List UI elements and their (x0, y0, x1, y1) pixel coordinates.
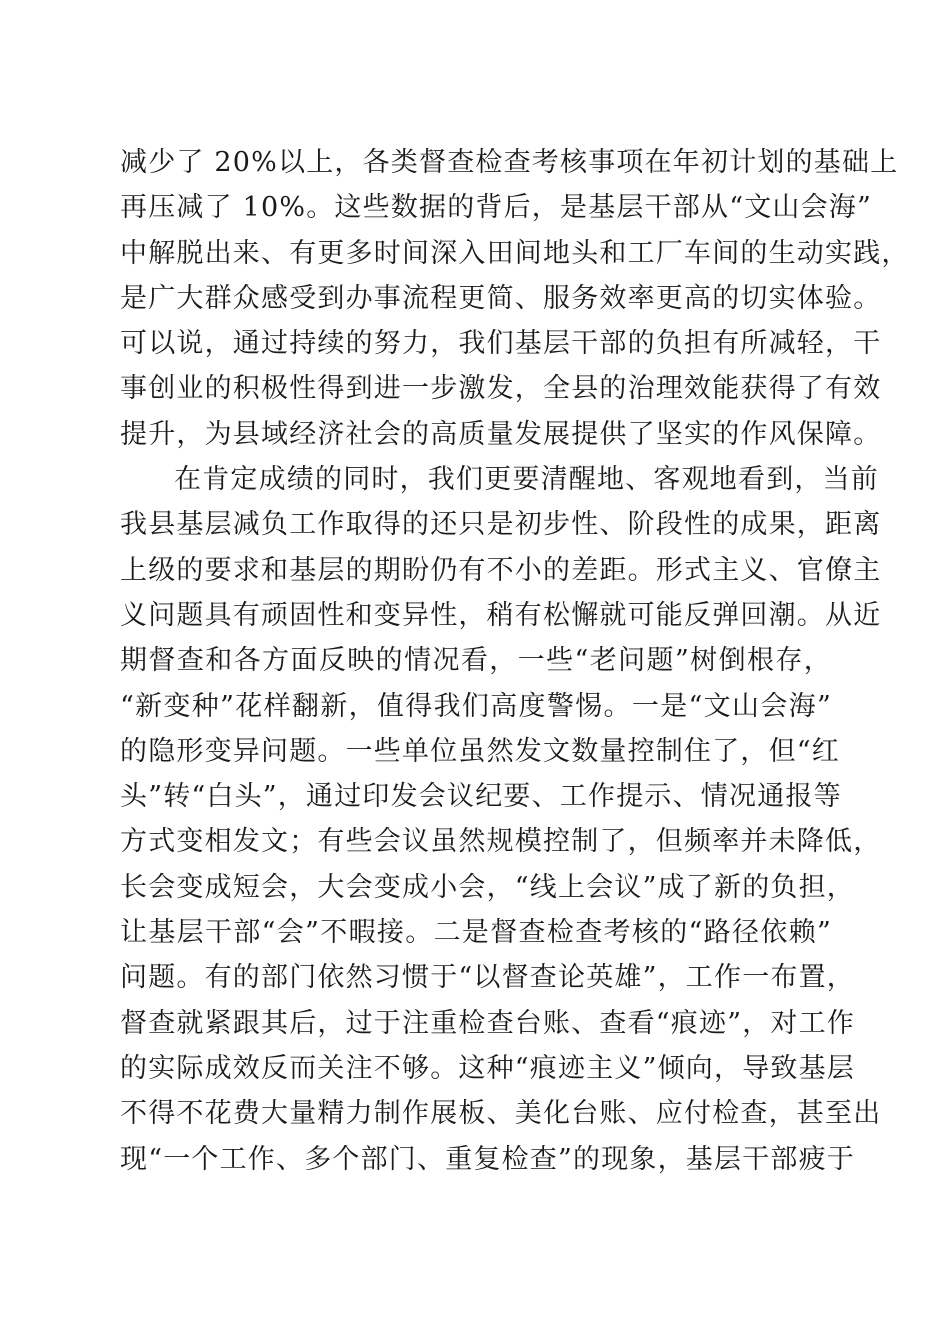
text-line: 我县基层减负工作取得的还只是初步性、阶段性的成果，距离 (120, 509, 882, 541)
text-line: 方式变相发文；有些会议虽然规模控制了，但频率并未降低， (120, 826, 882, 858)
text-line: 让基层干部“会”不暇接。二是督查检查考核的“路径依赖” (120, 917, 832, 949)
text-line: 上级的要求和基层的期盼仍有不小的差距。形式主义、官僚主 (120, 554, 882, 586)
text-line: 提升，为县域经济社会的高质量发展提供了坚实的作风保障。 (120, 418, 882, 450)
text-line: 长会变成短会，大会变成小会，“线上会议”成了新的负担， (120, 871, 856, 903)
text-line: 在肯定成绩的同时，我们更要清醒地、客观地看到，当前 (174, 464, 879, 496)
text-line: 督查就紧跟其后，过于注重检查台账、查看“痕迹”，对工作 (120, 1007, 856, 1039)
text-line: 头”转“白头”，通过印发会议纪要、工作提示、情况通报等 (120, 781, 842, 813)
text-line: 期督查和各方面反映的情况看，一些“老问题”树倒根存， (120, 645, 832, 677)
text-line: 的实际成效反而关注不够。这种“痕迹主义”倾向，导致基层 (120, 1052, 856, 1084)
paragraph-1 (120, 140, 910, 457)
text-line: 义问题具有顽固性和变异性，稍有松懈就可能反弹回潮。从近 (120, 599, 882, 631)
text-line: 减少了 20%以上，各类督查检查考核事项在年初计划的基础上 (120, 147, 899, 178)
text-line: 事创业的积极性得到进一步激发，全县的治理效能获得了有效 (120, 373, 882, 405)
text-line: “新变种”花样翻新，值得我们高度警惕。一是“文山会海” (120, 690, 832, 722)
text-line: 的隐形变异问题。一些单位虽然发文数量控制住了，但“红 (120, 735, 841, 767)
text-line: 可以说，通过持续的努力，我们基层干部的负担有所减轻，干 (120, 328, 882, 360)
text-line: 是广大群众感受到办事流程更简、服务效率更高的切实体验。 (120, 282, 882, 314)
body-text (120, 140, 910, 1182)
paragraph-2 (120, 457, 882, 1182)
text-line: 现“一个工作、多个部门、重复检查”的现象，基层干部疲于 (120, 1143, 856, 1175)
text-line: 中解脱出来、有更多时间深入田间地头和工厂车间的生动实践， (120, 237, 910, 269)
text-line: 问题。有的部门依然习惯于“以督查论英雄”，工作一布置， (120, 962, 856, 994)
text-line: 不得不花费大量精力制作展板、美化台账、应付检查，甚至出 (120, 1098, 882, 1130)
text-line: 再压减了 10%。这些数据的背后，是基层干部从“文山会海” (120, 192, 872, 224)
